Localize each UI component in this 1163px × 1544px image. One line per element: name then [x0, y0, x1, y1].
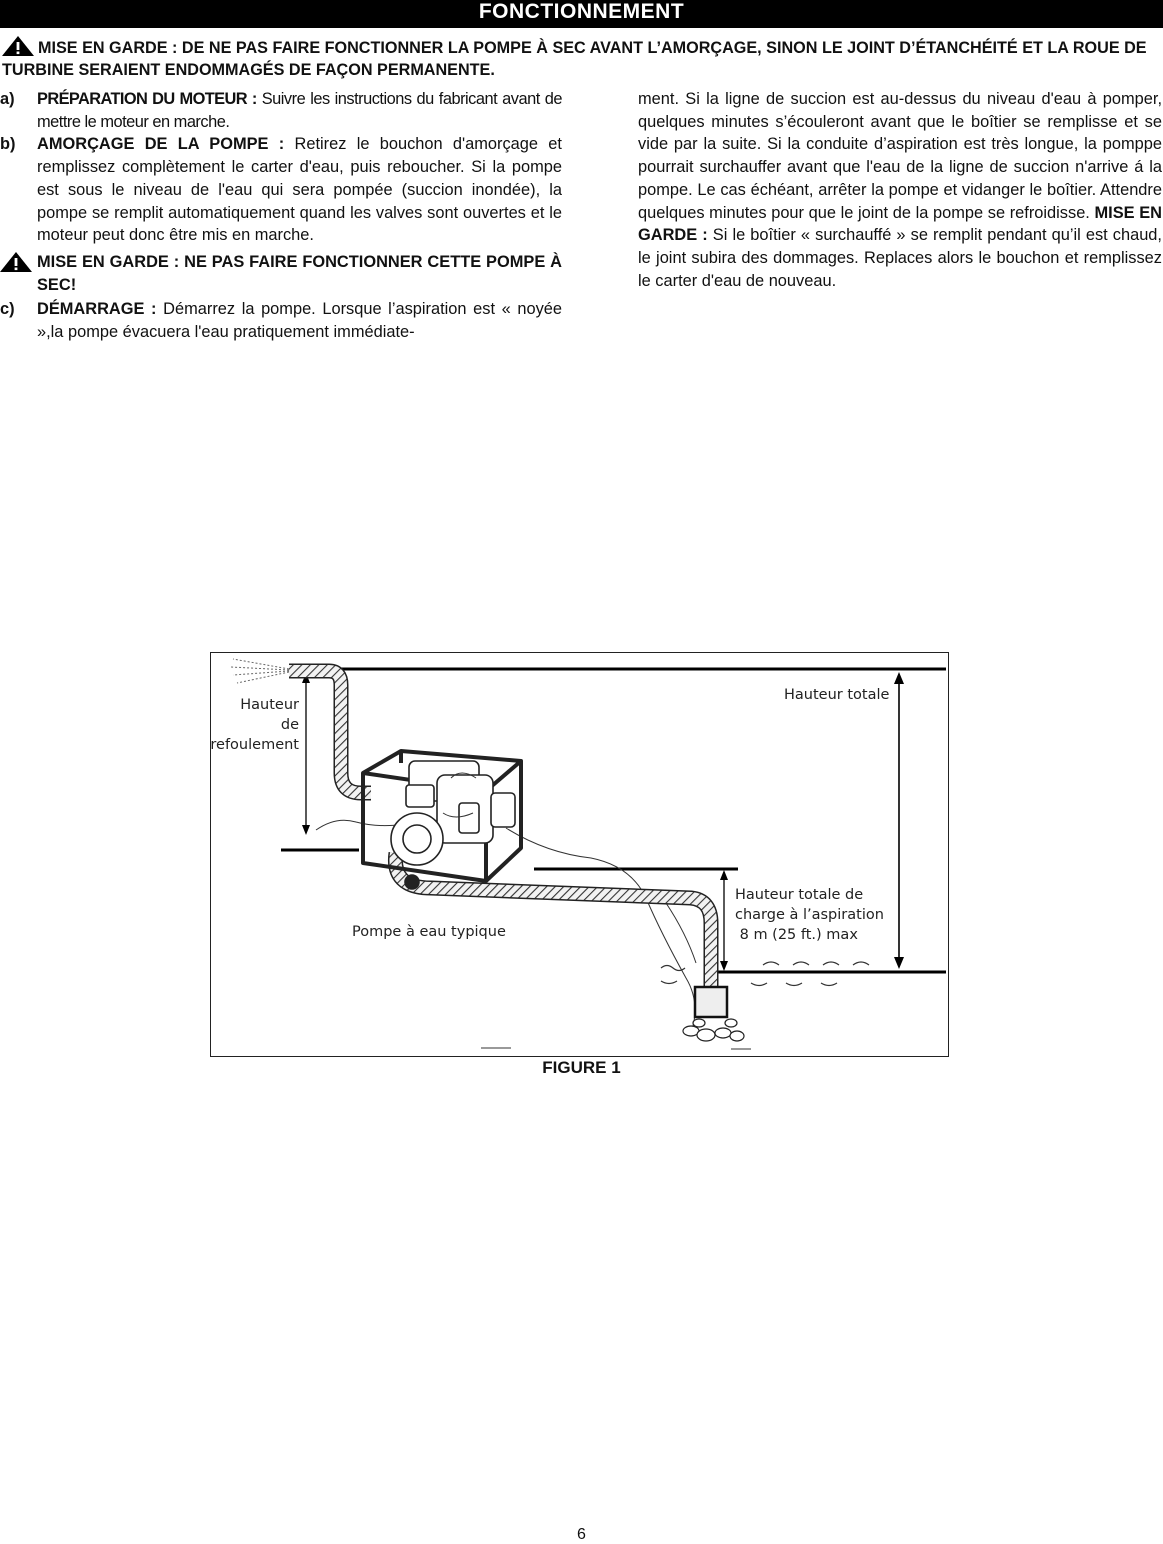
top-warning: [2, 36, 1152, 81]
instruction-text: ment. Si la ligne de succion est au-dessus du niveau d'eau à pomper, quelques minutes s’écouleront avant que le boîtier se remplisse et se vide par la suite. Si la conduite d’aspiration est très longue, la pomppe pourrait surchauffer avant que l'eau de la ligne de succion n'arrive á la pompe. Le cas échéant, arrêter la pompe et vidanger le boîtier. Attendre quelques minutes pour que le joint de la pompe se refroidisse.: [638, 90, 1162, 222]
item-letter: b): [0, 135, 16, 154]
top-warning-text: MISE EN GARDE : DE NE PAS FAIRE FONCTIONNER LA POMPE À SEC AVANT L’AMORÇAGE, SINON LE JOINT D’ÉTANCHÉITÉ ET LA ROUE DE TURBINE SERAIENT ENDOMMAGÉS DE FAÇON PERMANENTE.: [2, 39, 1147, 79]
discharge-head-arrow: [302, 673, 310, 835]
instruction-text: Démarrez la pompe. Lorsque l’aspiration est « noyée »,la pompe évacuera l'eau pratiquement immédiate-: [37, 300, 563, 342]
water-waves: [661, 962, 869, 986]
discharge-hose: [289, 671, 371, 793]
rocks: [683, 1019, 744, 1041]
instruction-heading: DÉMARRAGE :: [37, 300, 157, 319]
inline-warning-label: MISE EN GARDE :: [638, 203, 1162, 245]
instruction-c-continued: [638, 88, 1162, 292]
instruction-text: Retirez le bouchon d'amorçage et remplissez complètement le carter d'eau, puis reboucher. Si la pompe est sous le niveau de l'eau qui sera pompée (succion inondée), la pompe se remplit automatiquement quand les valves sont ouvertes et le moteur peut donc être mis en marche.: [37, 135, 562, 245]
dry-run-warning-text: MISE EN GARDE : NE PAS FAIRE FONCTIONNER CETTE POMPE À SEC!: [37, 252, 562, 294]
right-column: [638, 88, 1162, 292]
label-line: charge à l’aspiration: [735, 907, 884, 923]
instruction-c: [0, 298, 562, 343]
label-line: Hauteur de: [240, 697, 299, 733]
suction-head-label: [735, 885, 884, 945]
left-column: [0, 88, 562, 344]
instruction-a: [0, 88, 562, 133]
figure-caption: FIGURE 1: [542, 1058, 621, 1077]
suction-strainer: [695, 987, 727, 1017]
dry-run-warning: [0, 251, 562, 296]
instruction-text: Si le boîtier « surchauffé » se remplit pendant qu’il est chaud, le joint subira des dommages. Replaces alors le bouchon et remplissez le carter d'eau de nouveau.: [638, 226, 1162, 290]
instruction-b: [0, 133, 562, 247]
label-line: 8 m (25 ft.) max: [735, 927, 858, 943]
total-head-label: Hauteur totale: [784, 687, 890, 703]
label-line: refoulement: [210, 737, 299, 753]
item-letter: a): [0, 90, 15, 108]
instruction-heading: AMORÇAGE DE LA POMPE :: [37, 135, 285, 154]
page-number: 6: [577, 1526, 586, 1543]
warning-triangle-icon: [2, 36, 34, 56]
figure-1-diagram: [210, 652, 949, 1057]
discharge-head-label: [210, 695, 299, 755]
warning-triangle-icon: [0, 252, 32, 272]
item-letter: c): [0, 300, 15, 319]
pump-label: Pompe à eau typique: [352, 924, 506, 940]
suction-head-arrow: [720, 870, 728, 971]
label-line: Hauteur totale de: [735, 887, 864, 903]
section-header: FONCTIONNEMENT: [0, 0, 1163, 28]
water-spray: [231, 659, 289, 683]
pump-installation-illustration: [211, 653, 948, 1056]
instruction-text: Suivre les instructions du fabricant avant de mettre le moteur en marche.: [37, 90, 562, 131]
instruction-heading: PRÉPARATION DU MOTEUR :: [37, 90, 257, 108]
total-head-arrow: [894, 672, 904, 969]
